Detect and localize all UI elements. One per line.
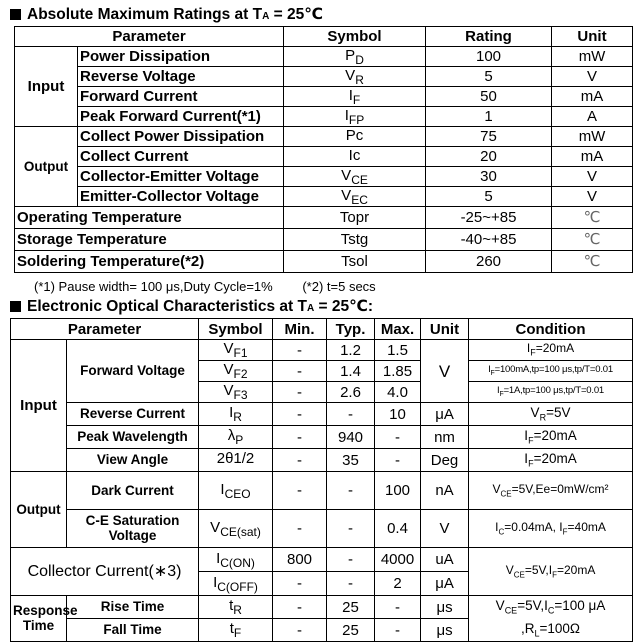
param-cell: Reverse Current: [67, 403, 199, 426]
table-row: [11, 426, 633, 449]
group-output: Output: [15, 127, 78, 207]
max-cell: 2: [375, 572, 421, 596]
typ-cell: 2.6: [327, 382, 375, 403]
symbol-cell: $\lambda_P$: [199, 426, 273, 449]
absolute-max-ratings-table: [14, 26, 633, 273]
symbol-cell: Ic: [284, 147, 426, 167]
unit-cell: μs: [421, 619, 469, 642]
param-cell: Collect Current: [78, 147, 284, 167]
symbol-cell: $V_{F2}$: [199, 361, 273, 382]
footnote-2: (*2) t=5 secs: [302, 279, 376, 294]
min-cell: -: [273, 572, 327, 596]
table-row: [11, 449, 633, 472]
table-row: [15, 229, 633, 251]
max-cell: 4.0: [375, 382, 421, 403]
symbol-cell: $t_F$: [199, 619, 273, 642]
footnote-1: (*1) Pause width= 100 μs,Duty Cycle=1%: [34, 279, 273, 294]
symbol-cell: $t_R$: [199, 596, 273, 619]
min-cell: -: [273, 403, 327, 426]
param-cell: Storage Temperature: [15, 229, 284, 251]
max-cell: 10: [375, 403, 421, 426]
condition-cell: $V_{CE}=5V,Ee=0mW$/cm²: [469, 472, 633, 510]
param-cell: Forward Voltage: [67, 340, 199, 403]
unit-cell: nm: [421, 426, 469, 449]
rating-cell: 260: [426, 251, 552, 273]
symbol-cell: $I_F$: [284, 87, 426, 107]
rating-cell: 30: [426, 167, 552, 187]
max-cell: -: [375, 426, 421, 449]
square-bullet-icon: [10, 301, 21, 312]
condition-cell: $I_F=1A,tp=100$ μs,tp/T=0.01: [469, 382, 633, 403]
max-cell: 1.85: [375, 361, 421, 382]
unit-cell: mA: [552, 87, 633, 107]
param-cell: Emitter-Collector Voltage: [78, 187, 284, 207]
max-cell: 4000: [375, 548, 421, 572]
section-2-heading: Electronic Optical Characteristics at TA = 25℃:: [10, 297, 373, 316]
group-collector-current: Collector Current(∗3): [11, 548, 199, 596]
param-cell: C-E Saturation Voltage: [67, 510, 199, 548]
symbol-cell: $I_R$: [199, 403, 273, 426]
unit-cell: Deg: [421, 449, 469, 472]
rating-cell: -25~+85: [426, 207, 552, 229]
symbol-cell: $V_{EC}$: [284, 187, 426, 207]
unit-cell: A: [552, 107, 633, 127]
unit-cell: uA: [421, 548, 469, 572]
table-row: [15, 67, 633, 87]
min-cell: -: [273, 472, 327, 510]
param-cell: Soldering Temperature(*2): [15, 251, 284, 273]
unit-cell: V: [421, 510, 469, 548]
param-cell: Operating Temperature: [15, 207, 284, 229]
unit-cell: ℃: [552, 251, 633, 273]
table-row: [15, 127, 633, 147]
typ-cell: 25: [327, 596, 375, 619]
group-response-time: Response Time: [11, 596, 67, 642]
condition-cell: $V_{CE}=5V,I_F=20mA$: [469, 548, 633, 596]
header-unit: Unit: [421, 319, 469, 340]
symbol-cell: 2θ1/2: [199, 449, 273, 472]
param-cell: Collector-Emitter Voltage: [78, 167, 284, 187]
table-row: [11, 340, 633, 361]
header-symbol: Symbol: [199, 319, 273, 340]
symbol-cell: $P_D$: [284, 47, 426, 67]
symbol-cell: $V_R$: [284, 67, 426, 87]
symbol-cell: $I_{CEO}$: [199, 472, 273, 510]
rating-cell: 100: [426, 47, 552, 67]
condition-cell: $I_F=100mA,tp=100$ μs,tp/T=0.01: [469, 361, 633, 382]
unit-cell: ℃: [552, 207, 633, 229]
typ-cell: -: [327, 548, 375, 572]
symbol-cell: $I_{FP}$: [284, 107, 426, 127]
symbol-cell: Pc: [284, 127, 426, 147]
rating-cell: -40~+85: [426, 229, 552, 251]
typ-cell: -: [327, 510, 375, 548]
param-cell: View Angle: [67, 449, 199, 472]
condition-cell: $V_{CE}=5V,I_C=100$ μA $,R_L=100\Omega$: [469, 596, 633, 642]
electro-optical-table: [10, 318, 633, 642]
header-max: Max.: [375, 319, 421, 340]
header-symbol: Symbol: [284, 27, 426, 47]
symbol-cell: $V_{CE}$: [284, 167, 426, 187]
table-header-row: [15, 27, 633, 47]
param-cell: Rise Time: [67, 596, 199, 619]
typ-cell: 35: [327, 449, 375, 472]
unit-cell: μs: [421, 596, 469, 619]
min-cell: 800: [273, 548, 327, 572]
typ-cell: -: [327, 472, 375, 510]
min-cell: -: [273, 426, 327, 449]
condition-cell: $I_C=0.04mA$, $I_F=40mA$: [469, 510, 633, 548]
header-typ: Typ.: [327, 319, 375, 340]
unit-cell: μA: [421, 572, 469, 596]
param-cell: Peak Wavelength: [67, 426, 199, 449]
typ-cell: -: [327, 572, 375, 596]
min-cell: -: [273, 361, 327, 382]
table-row: [11, 403, 633, 426]
max-cell: -: [375, 449, 421, 472]
param-cell: Reverse Voltage: [78, 67, 284, 87]
min-cell: -: [273, 449, 327, 472]
unit-cell: mW: [552, 127, 633, 147]
unit-cell: V: [421, 340, 469, 403]
min-cell: -: [273, 340, 327, 361]
symbol-cell: Tsol: [284, 251, 426, 273]
group-input: Input: [15, 47, 78, 127]
table-row: [11, 472, 633, 510]
symbol-cell: Tstg: [284, 229, 426, 251]
table-row: [15, 187, 633, 207]
section-1-heading: Absolute Maximum Ratings at TA = 25℃: [10, 5, 323, 24]
min-cell: -: [273, 596, 327, 619]
square-bullet-icon: [10, 9, 21, 20]
min-cell: -: [273, 382, 327, 403]
table-row: [15, 207, 633, 229]
typ-cell: 25: [327, 619, 375, 642]
header-parameter: Parameter: [11, 319, 199, 340]
condition-cell: $V_R=5V$: [469, 403, 633, 426]
param-cell: Collect Power Dissipation: [78, 127, 284, 147]
header-condition: Condition: [469, 319, 633, 340]
param-cell: Peak Forward Current(*1): [78, 107, 284, 127]
rating-cell: 20: [426, 147, 552, 167]
rating-cell: 5: [426, 187, 552, 207]
table-row: [15, 251, 633, 273]
param-cell: Forward Current: [78, 87, 284, 107]
condition-cell: $I_F=20mA$: [469, 449, 633, 472]
typ-cell: 1.2: [327, 340, 375, 361]
symbol-cell: $V_{F3}$: [199, 382, 273, 403]
unit-cell: mA: [552, 147, 633, 167]
param-cell: Dark Current: [67, 472, 199, 510]
footnotes: [34, 279, 376, 294]
group-input: Input: [11, 340, 67, 472]
table-row: [15, 47, 633, 67]
max-cell: 1.5: [375, 340, 421, 361]
table-row: [11, 510, 633, 548]
group-output: Output: [11, 472, 67, 548]
unit-cell: V: [552, 67, 633, 87]
min-cell: -: [273, 510, 327, 548]
unit-cell: μA: [421, 403, 469, 426]
typ-cell: -: [327, 403, 375, 426]
table-row: [15, 167, 633, 187]
unit-cell: mW: [552, 47, 633, 67]
symbol-cell: Topr: [284, 207, 426, 229]
unit-cell: V: [552, 167, 633, 187]
condition-cell: $I_F=20mA$: [469, 426, 633, 449]
rating-cell: 50: [426, 87, 552, 107]
max-cell: 0.4: [375, 510, 421, 548]
symbol-cell: $I_{C(ON)}$: [199, 548, 273, 572]
table-row: [11, 596, 633, 619]
typ-cell: 1.4: [327, 361, 375, 382]
symbol-cell: $V_{F1}$: [199, 340, 273, 361]
typ-cell: 940: [327, 426, 375, 449]
min-cell: -: [273, 619, 327, 642]
max-cell: -: [375, 596, 421, 619]
max-cell: 100: [375, 472, 421, 510]
header-parameter: Parameter: [15, 27, 284, 47]
header-rating: Rating: [426, 27, 552, 47]
table-header-row: [11, 319, 633, 340]
header-min: Min.: [273, 319, 327, 340]
unit-cell: nA: [421, 472, 469, 510]
param-cell: Power Dissipation: [78, 47, 284, 67]
param-cell: Fall Time: [67, 619, 199, 642]
unit-cell: ℃: [552, 229, 633, 251]
table-row: [15, 147, 633, 167]
condition-cell: $I_F=20mA$: [469, 340, 633, 361]
unit-cell: V: [552, 187, 633, 207]
table-row: [11, 548, 633, 572]
rating-cell: 5: [426, 67, 552, 87]
table-row: [15, 107, 633, 127]
table-row: [15, 87, 633, 107]
rating-cell: 1: [426, 107, 552, 127]
symbol-cell: $V_{CE(sat)}$: [199, 510, 273, 548]
max-cell: -: [375, 619, 421, 642]
rating-cell: 75: [426, 127, 552, 147]
symbol-cell: $I_{C(OFF)}$: [199, 572, 273, 596]
header-unit: Unit: [552, 27, 633, 47]
